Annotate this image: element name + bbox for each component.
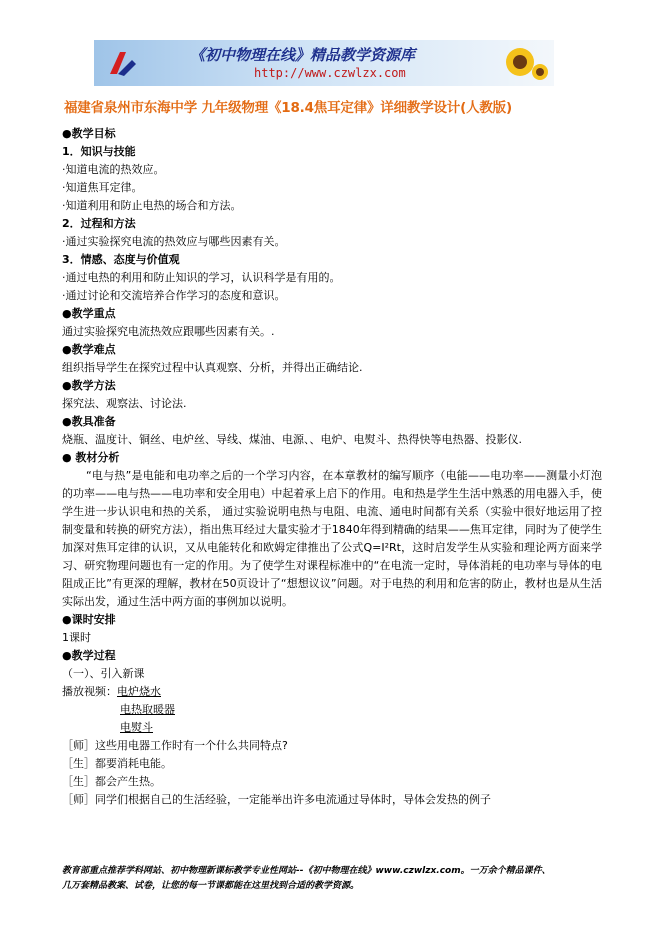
video-link[interactable]: 电熨斗: [120, 721, 153, 734]
footer-line: 几万套精品教案、试卷，让您的每一节课都能在这里找到合适的教学资源。: [62, 881, 360, 891]
text-line: ·通过讨论和交流培养合作学习的态度和意识。: [62, 289, 286, 302]
video-link[interactable]: 电热取暖器: [120, 703, 175, 716]
text-line: 通过实验探究电流热效应跟哪些因素有关。.: [62, 325, 275, 338]
text-line: ·知道利用和防止电热的场合和方法。: [62, 199, 242, 212]
text-line: ·通过实验探究电流的热效应与哪些因素有关。: [62, 235, 286, 248]
text-line: 1课时: [62, 631, 91, 644]
section-heading: ●教学难点: [62, 343, 116, 356]
section-heading: ●课时安排: [62, 613, 116, 626]
sunflower-icon: [490, 42, 548, 84]
text-line: 组织指导学生在探究过程中认真观察、分析，并得出正确结论.: [62, 361, 363, 374]
banner-url[interactable]: http://www.czwlzx.com: [254, 66, 406, 80]
page-footer: [62, 864, 602, 894]
sub-heading: 1．知识与技能: [62, 145, 136, 158]
section-heading: ● 教材分析: [62, 451, 120, 464]
text-line: （一）、引入新课: [62, 667, 145, 680]
dialog-line: ［生］都要消耗电能。: [62, 757, 172, 770]
text-line: 探究法、观察法、讨论法.: [62, 397, 187, 410]
section-heading: ●教学重点: [62, 307, 116, 320]
section-heading: ●教学目标: [62, 127, 116, 140]
video-link[interactable]: 电炉烧水: [117, 685, 161, 698]
section-heading: ●教具准备: [62, 415, 116, 428]
section-heading: ●教学方法: [62, 379, 116, 392]
text-line: ·知道电流的热效应。: [62, 163, 165, 176]
dialog-line: ［师］同学们根据自己的生活经验，一定能举出许多电流通过导体时，导体会发热的例子: [62, 793, 491, 806]
sub-heading: 3．情感、态度与价值观: [62, 253, 180, 266]
header-banner[interactable]: [94, 40, 554, 86]
document-title: 福建省泉州市东海中学 九年级物理《18.4焦耳定律》详细教学设计(人教版): [64, 100, 512, 116]
video-row: [62, 683, 602, 701]
analysis-paragraph: “电与热”是电能和电功率之后的一个学习内容，在本章教材的编写顺序（电能——电功率——测量小灯泡的功率——电与热——电功率和安全用电）中起着承上启下的作用。电和热是学生生活中熟悉的用电器入手，使学生进一步认识电和热的关系， 通过实验说明电热与电阻、电流、通电时间都有关系（实验中很好地运用了控制变量和转换的研究方法），指出焦耳经过大量实验才于1840年得到精确的结果——焦耳定律，同时为了使学生加深对焦耳定律的认识，又从电能转化和欧姆定律推出了公式Q=I²Rt，这时启发学生从实验和理论两方面来学习、研究物理问题也有一定的作用。为了使学生对课程标准中的“在电流一定时，导体消耗的电功率与导体的电阻成正比”有更深的理解，教材在50页设计了“想想议议”问题。对于电热的利用和危害的防止，教材也是从生活实际出发，通过生活中两方面的事例加以说明。: [62, 469, 602, 608]
text-line: 烧瓶、温度计、铜丝、电炉丝、导线、煤油、电源、、电炉、电熨斗、热得快等电热器、投影仪.: [62, 433, 522, 446]
video-row: [62, 701, 602, 719]
document-body: [62, 125, 602, 809]
text-line: ·通过电热的利用和防止知识的学习，认识科学是有用的。: [62, 271, 341, 284]
section-heading: ●教学过程: [62, 649, 116, 662]
dialog-line: ［师］这些用电器工作时有一个什么共同特点?: [62, 739, 288, 752]
banner-title: 《初中物理在线》精品教学资源库: [190, 46, 416, 64]
dialog-line: ［生］都会产生热。: [62, 775, 161, 788]
footer-line: 教育部重点推荐学科网站、初中物理新课标教学专业性网站--《初中物理在线》www.czwlzx.com。一万余个精品课件、: [62, 866, 551, 876]
video-label: 播放视频：: [62, 685, 117, 698]
text-line: ·知道焦耳定律。: [62, 181, 143, 194]
video-row: [62, 719, 602, 737]
site-logo-icon: [106, 46, 140, 80]
sub-heading: 2．过程和方法: [62, 217, 136, 230]
